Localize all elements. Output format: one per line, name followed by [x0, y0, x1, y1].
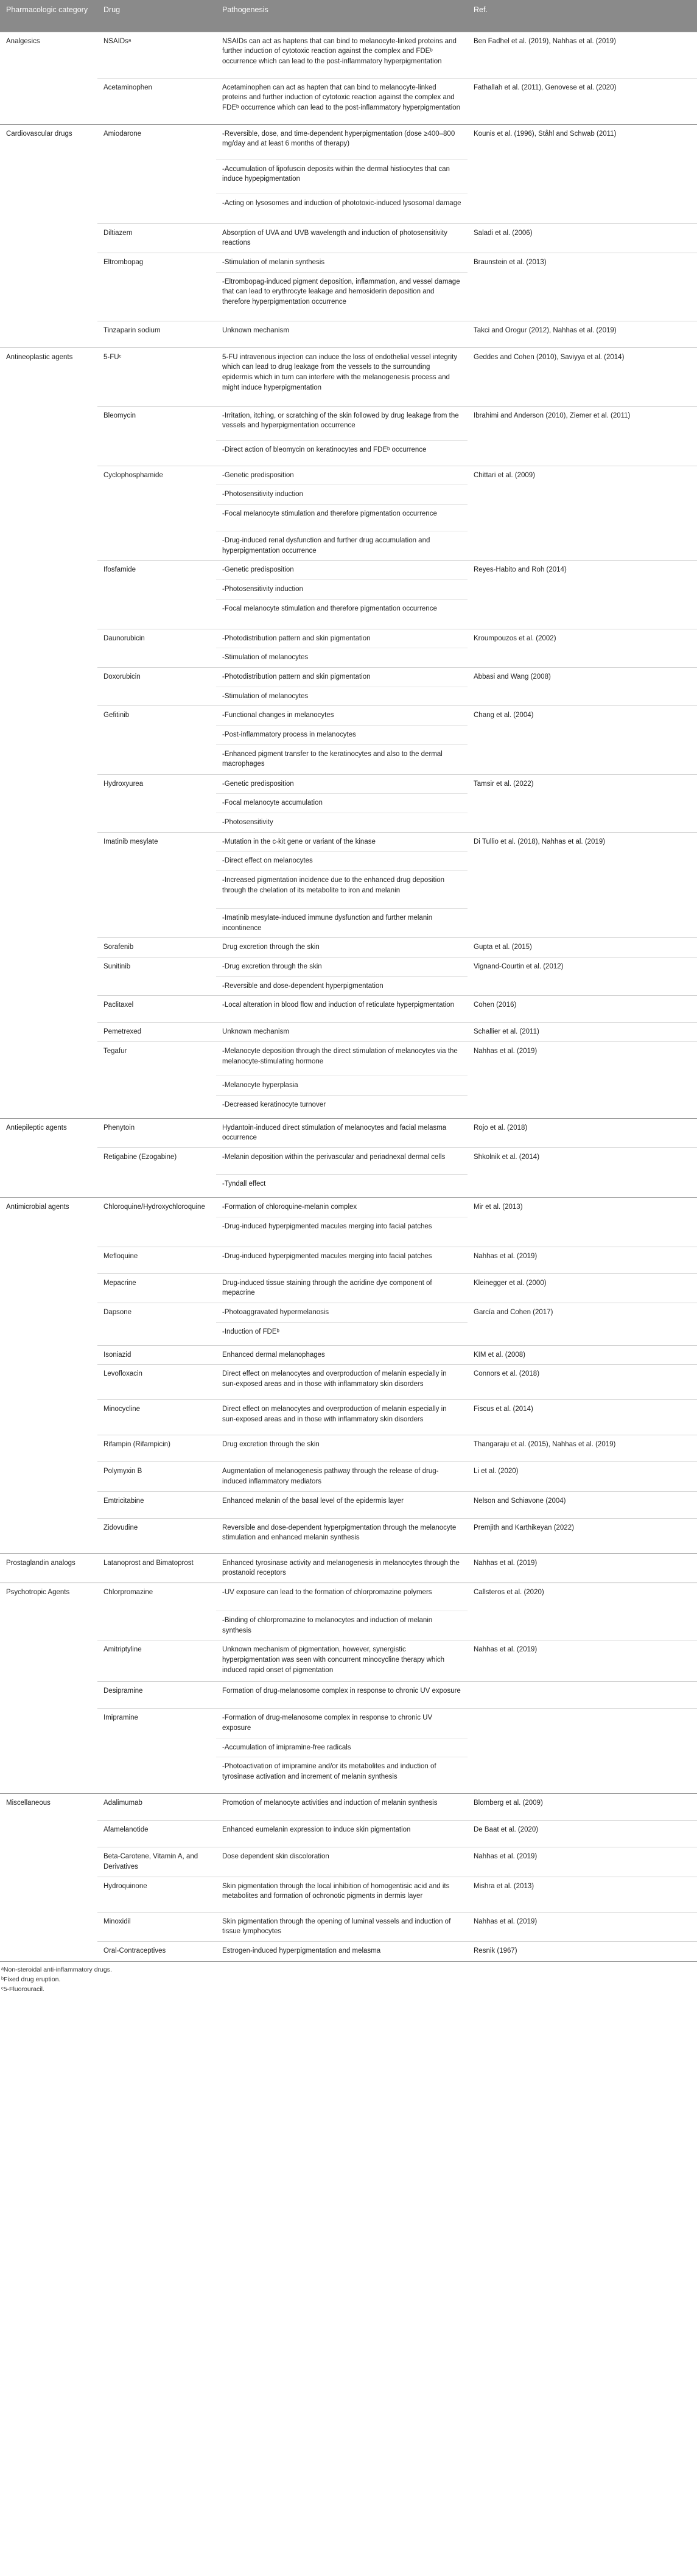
reference-cell: Saladi et al. (2006) — [468, 223, 697, 253]
pathogenesis-cell: -Reversible and dose-dependent hyperpigmentation — [216, 976, 468, 996]
pathogenesis-cell: Reversible and dose-dependent hyperpigmentation through the melanocyte stimulation and enhanced melanin synthesis — [216, 1518, 468, 1553]
pathogenesis-cell: Enhanced melanin of the basal level of the epidermis layer — [216, 1491, 468, 1518]
reference-cell: Abbasi and Wang (2008) — [468, 667, 697, 705]
table-row — [0, 1303, 697, 1323]
pathogenesis-cell: Enhanced eumelanin expression to induce skin pigmentation — [216, 1821, 468, 1847]
reference-cell: Reyes-Habito and Roh (2014) — [468, 561, 697, 629]
reference-cell: Kounis et al. (1996), Ståhl and Schwab (2011) — [468, 124, 697, 223]
pathogenesis-cell: -Decreased keratinocyte turnover — [216, 1095, 468, 1118]
table-row — [0, 996, 697, 1023]
reference-cell: Fathallah et al. (2011), Genovese et al. (2020) — [468, 78, 697, 124]
drug-cell: Doxorubicin — [97, 667, 216, 705]
drug-cell: Acetaminophen — [97, 78, 216, 124]
pathogenesis-cell: -Stimulation of melanocytes — [216, 648, 468, 668]
table-row — [0, 1583, 697, 1611]
pathogenesis-cell: Drug excretion through the skin — [216, 938, 468, 957]
category-cell: Analgesics — [0, 32, 97, 124]
drug-cell: Latanoprost and Bimatoprost — [97, 1553, 216, 1583]
drug-cell: Phenytoin — [97, 1118, 216, 1147]
table-row — [0, 629, 697, 648]
table-row — [0, 466, 697, 485]
pathogenesis-cell: -Melanin deposition within the perivascular and periadnexal dermal cells — [216, 1147, 468, 1174]
pathogenesis-cell: Augmentation of melanogenesis pathway through the release of drug-induced inflammatory mediators — [216, 1462, 468, 1491]
table-row — [0, 1912, 697, 1941]
table-row — [0, 406, 697, 440]
header-category: Pharmacologic category — [0, 0, 97, 32]
pathogenesis-cell: Drug excretion through the skin — [216, 1435, 468, 1462]
pathogenesis-cell: NSAIDs can act as haptens that can bind to melanocyte-linked proteins and further induction of cytotoxic reaction against the complex and FDEᵇ occurrence which can lead to the post-inflammatory hyperpigmentation — [216, 32, 468, 78]
reference-cell: Cohen (2016) — [468, 996, 697, 1023]
drug-cell: Minoxidil — [97, 1912, 216, 1941]
pathogenesis-cell: -Drug excretion through the skin — [216, 957, 468, 976]
table-row — [0, 1462, 697, 1491]
category-cell: Antiepileptic agents — [0, 1118, 97, 1197]
reference-cell: Nahhas et al. (2019) — [468, 1553, 697, 1583]
table-row — [0, 1877, 697, 1912]
pathogenesis-cell: -Stimulation of melanin synthesis — [216, 253, 468, 272]
table-row — [0, 1709, 697, 1738]
table-row — [0, 1023, 697, 1042]
table-row — [0, 1147, 697, 1174]
drug-cell: Mepacrine — [97, 1273, 216, 1303]
pathogenesis-cell: Direct effect on melanocytes and overproduction of melanin especially in sun-exposed areas and in those with inflammatory skin disorders — [216, 1365, 468, 1400]
table-row — [0, 1821, 697, 1847]
reference-cell: Chittari et al. (2009) — [468, 466, 697, 561]
pathogenesis-cell: Hydantoin-induced direct stimulation of melanocytes and facial melasma occurrence — [216, 1118, 468, 1147]
drug-cell: Afamelanotide — [97, 1821, 216, 1847]
category-cell: Miscellaneous — [0, 1794, 97, 1961]
drug-cell: 5-FUᶜ — [97, 348, 216, 406]
drug-cell: Hydroquinone — [97, 1877, 216, 1912]
pathogenesis-cell: Unknown mechanism of pigmentation, however, synergistic hyperpigmentation was seen with concurrent minocycline therapy which induced rapid onset of pigmentation — [216, 1640, 468, 1682]
reference-cell: Schallier et al. (2011) — [468, 1023, 697, 1042]
pathogenesis-cell: Dose dependent skin discoloration — [216, 1847, 468, 1877]
table-row — [0, 706, 697, 726]
pathogenesis-cell: -Enhanced pigment transfer to the keratinocytes and also to the dermal macrophages — [216, 744, 468, 774]
pathogenesis-cell: -Photosensitivity — [216, 813, 468, 832]
category-cell: Prostaglandin analogs — [0, 1553, 97, 1583]
pathogenesis-cell: Direct effect on melanocytes and overproduction of melanin especially in sun-exposed areas and in those with inflammatory skin disorders — [216, 1400, 468, 1435]
header-pathogenesis: Pathogenesis — [216, 0, 468, 32]
reference-cell: Geddes and Cohen (2010), Saviyya et al. (2014) — [468, 348, 697, 406]
table-row — [0, 1197, 697, 1217]
drug-cell: Polymyxin B — [97, 1462, 216, 1491]
pathogenesis-cell: -Post-inflammatory process in melanocytes — [216, 725, 468, 744]
table-footnotes — [0, 1961, 697, 1995]
header-drug: Drug — [97, 0, 216, 32]
drug-cell: Tegafur — [97, 1041, 216, 1118]
table-row — [0, 32, 697, 78]
table-row — [0, 832, 697, 852]
drug-cell: Amiodarone — [97, 124, 216, 223]
drug-cell: Emtricitabine — [97, 1491, 216, 1518]
drug-cell: Amitriptyline — [97, 1640, 216, 1682]
reference-cell: Nahhas et al. (2019) — [468, 1041, 697, 1118]
table-row — [0, 1682, 697, 1709]
pathogenesis-cell: Acetaminophen can act as hapten that can bind to melanocyte-linked proteins and further induction of cytotoxic reaction against the complex and FDEᵇ occurrence which can lead to the post-inflammatory hyperpigmentation — [216, 78, 468, 124]
pathogenesis-cell: -Photosensitivity induction — [216, 485, 468, 505]
pathogenesis-cell: -Direct action of bleomycin on keratinocytes and FDEᵇ occurrence — [216, 440, 468, 466]
pathogenesis-cell: -Functional changes in melanocytes — [216, 706, 468, 726]
reference-cell: Nahhas et al. (2019) — [468, 1247, 697, 1273]
drug-cell: Rifampin (Rifampicin) — [97, 1435, 216, 1462]
table-row — [0, 1491, 697, 1518]
reference-cell: Resnik (1967) — [468, 1942, 697, 1961]
drug-cell: NSAIDsᵃ — [97, 32, 216, 78]
pathogenesis-cell: Absorption of UVA and UVB wavelength and induction of photosensitivity reactions — [216, 223, 468, 253]
pathogenesis-cell: 5-FU intravenous injection can induce the loss of endothelial vessel integrity which can lead to drug leakage from the vessels to the surrounding epidermis which in turn can interfere with the melanogenesis process and might induce hyperpigmentation — [216, 348, 468, 406]
table-row — [0, 667, 697, 687]
reference-cell: KIM et al. (2008) — [468, 1345, 697, 1365]
category-cell: Antimicrobial agents — [0, 1197, 97, 1553]
header-ref: Ref. — [468, 0, 697, 32]
table-row — [0, 938, 697, 957]
pathogenesis-cell: Enhanced dermal melanophages — [216, 1345, 468, 1365]
reference-cell: Connors et al. (2018) — [468, 1365, 697, 1400]
pathogenesis-cell: -Photosensitivity induction — [216, 579, 468, 599]
pathogenesis-cell: Skin pigmentation through the local inhibition of homogentisic acid and its metabolites and formation of ochronotic pigments in dermis layer — [216, 1877, 468, 1912]
drug-cell: Beta-Carotene, Vitamin A, and Derivatives — [97, 1847, 216, 1877]
reference-cell: Ibrahimi and Anderson (2010), Ziemer et al. (2011) — [468, 406, 697, 466]
drug-cell: Daunorubicin — [97, 629, 216, 667]
drug-cell: Ifosfamide — [97, 561, 216, 629]
table-row — [0, 561, 697, 580]
reference-cell: Rojo et al. (2018) — [468, 1118, 697, 1147]
pathogenesis-cell: -Tyndall effect — [216, 1174, 468, 1197]
reference-cell — [468, 1709, 697, 1794]
pathogenesis-cell: -Increased pigmentation incidence due to the enhanced drug deposition through the chelation of its metabolite to iron and melanin — [216, 870, 468, 908]
pathogenesis-cell: -Drug-induced renal dysfunction and further drug accumulation and hyperpigmentation occurrence — [216, 531, 468, 560]
table-row — [0, 774, 697, 794]
drug-cell: Oral-Contraceptives — [97, 1942, 216, 1961]
footnote-5fu: ᶜ5-Fluorouracil. — [1, 1985, 44, 1993]
reference-cell: Fiscus et al. (2014) — [468, 1400, 697, 1435]
reference-cell: Nelson and Schiavone (2004) — [468, 1491, 697, 1518]
pathogenesis-cell: -Direct effect on melanocytes — [216, 852, 468, 871]
drug-cell: Pemetrexed — [97, 1023, 216, 1042]
table-row — [0, 1118, 697, 1147]
reference-cell: Vignand-Courtin et al. (2012) — [468, 957, 697, 995]
pathogenesis-cell: -Genetic predisposition — [216, 774, 468, 794]
drug-cell: Desipramine — [97, 1682, 216, 1709]
table-row — [0, 957, 697, 976]
drug-cell: Chloroquine/Hydroxychloroquine — [97, 1197, 216, 1247]
reference-cell: Shkolnik et al. (2014) — [468, 1147, 697, 1197]
reference-cell: Mishra et al. (2013) — [468, 1877, 697, 1912]
table-row — [0, 78, 697, 124]
drug-cell: Gefitinib — [97, 706, 216, 774]
reference-cell: Tamsir et al. (2022) — [468, 774, 697, 832]
table-row — [0, 321, 697, 348]
table-body — [0, 32, 697, 1961]
pathogenesis-cell: -Photodistribution pattern and skin pigmentation — [216, 667, 468, 687]
table-row — [0, 223, 697, 253]
drug-cell: Tinzaparin sodium — [97, 321, 216, 348]
drug-cell: Hydroxyurea — [97, 774, 216, 832]
pathogenesis-cell: -Accumulation of imipramine-free radicals — [216, 1738, 468, 1757]
pathogenesis-cell: -Melanocyte deposition through the direct stimulation of melanocytes via the melanocyte-stimulating hormone — [216, 1041, 468, 1076]
reference-cell: Callsteros et al. (2020) — [468, 1583, 697, 1640]
drug-cell: Sunitinib — [97, 957, 216, 995]
reference-cell: Ben Fadhel et al. (2019), Nahhas et al. (2019) — [468, 32, 697, 78]
pathogenesis-cell: Estrogen-induced hyperpigmentation and melasma — [216, 1942, 468, 1961]
drug-cell: Dapsone — [97, 1303, 216, 1346]
table-row — [0, 1041, 697, 1076]
footnote-fde: ᵇFixed drug eruption. — [1, 1975, 61, 1983]
drug-cell: Eltrombopag — [97, 253, 216, 321]
pathogenesis-cell: -Genetic predisposition — [216, 561, 468, 580]
pathogenesis-cell: -Drug-induced hyperpigmented macules merging into facial patches — [216, 1247, 468, 1273]
reference-cell: Li et al. (2020) — [468, 1462, 697, 1491]
pathogenesis-cell: -Photodistribution pattern and skin pigmentation — [216, 629, 468, 648]
pathogenesis-cell: Drug-induced tissue staining through the acridine dye component of mepacrine — [216, 1273, 468, 1303]
table-row — [0, 1345, 697, 1365]
table-row — [0, 1435, 697, 1462]
drug-cell: Paclitaxel — [97, 996, 216, 1023]
drug-cell: Diltiazem — [97, 223, 216, 253]
reference-cell: Nahhas et al. (2019) — [468, 1640, 697, 1682]
table-row — [0, 348, 697, 406]
reference-cell: Premjith and Karthikeyan (2022) — [468, 1518, 697, 1553]
pathogenesis-cell: -UV exposure can lead to the formation of chlorpromazine polymers — [216, 1583, 468, 1611]
pathogenesis-cell: -Melanocyte hyperplasia — [216, 1076, 468, 1095]
table-row — [0, 1794, 697, 1821]
table-row — [0, 253, 697, 272]
reference-cell — [468, 1682, 697, 1709]
pathogenesis-cell: -Binding of chlorpromazine to melanocytes and induction of melanin synthesis — [216, 1611, 468, 1640]
pathogenesis-cell: Unknown mechanism — [216, 1023, 468, 1042]
reference-cell: Thangaraju et al. (2015), Nahhas et al. (2019) — [468, 1435, 697, 1462]
reference-cell: Mir et al. (2013) — [468, 1197, 697, 1247]
table-row — [0, 1640, 697, 1682]
drug-cell: Retigabine (Ezogabine) — [97, 1147, 216, 1197]
pathogenesis-cell: -Drug-induced hyperpigmented macules merging into facial patches — [216, 1217, 468, 1247]
pathogenesis-cell: -Imatinib mesylate-induced immune dysfunction and further melanin incontinence — [216, 908, 468, 937]
reference-cell: Di Tullio et al. (2018), Nahhas et al. (2019) — [468, 832, 697, 938]
pathogenesis-cell: -Focal melanocyte stimulation and therefore pigmentation occurrence — [216, 599, 468, 629]
reference-cell: Kleinegger et al. (2000) — [468, 1273, 697, 1303]
reference-cell: De Baat et al. (2020) — [468, 1821, 697, 1847]
drug-cell: Sorafenib — [97, 938, 216, 957]
table-header-row — [0, 0, 697, 32]
pathogenesis-cell: -Formation of drug-melanosome complex in response to chronic UV exposure — [216, 1709, 468, 1738]
table-row — [0, 1400, 697, 1435]
reference-cell: Nahhas et al. (2019) — [468, 1912, 697, 1941]
table-row — [0, 1273, 697, 1303]
reference-cell: Gupta et al. (2015) — [468, 938, 697, 957]
reference-cell: Kroumpouzos et al. (2002) — [468, 629, 697, 667]
reference-cell: Braunstein et al. (2013) — [468, 253, 697, 321]
drug-cell: Chlorpromazine — [97, 1583, 216, 1640]
table-row — [0, 1847, 697, 1877]
category-cell: Cardiovascular drugs — [0, 124, 97, 348]
drug-cell: Imipramine — [97, 1709, 216, 1794]
table-row — [0, 1942, 697, 1961]
pathogenesis-cell: -Accumulation of lipofuscin deposits within the dermal histiocytes that can induce hypepigmentation — [216, 159, 468, 194]
pathogenesis-cell: -Focal melanocyte stimulation and therefore pigmentation occurrence — [216, 504, 468, 531]
pathogenesis-cell: -Eltrombopag-induced pigment deposition, inflammation, and vessel damage that can lead to erythrocyte leakage and hemosiderin deposition and therefore hyperpigmentation occurrence — [216, 272, 468, 321]
pathogenesis-cell: -Genetic predisposition — [216, 466, 468, 485]
pathogenesis-cell: -Induction of FDEᵇ — [216, 1322, 468, 1345]
pathogenesis-cell: Enhanced tyrosinase activity and melanogenesis in melanocytes through the prostanoid receptors — [216, 1553, 468, 1583]
pathogenesis-cell: Promotion of melanocyte activities and induction of melanin synthesis — [216, 1794, 468, 1821]
pathogenesis-cell: Skin pigmentation through the opening of luminal vessels and induction of tissue lymphocytes — [216, 1912, 468, 1941]
table-row — [0, 1365, 697, 1400]
pathogenesis-cell: -Irritation, itching, or scratching of the skin followed by drug leakage from the vessels and hyperpigmentation occurrence — [216, 406, 468, 440]
category-cell: Psychotropic Agents — [0, 1583, 97, 1794]
reference-cell: Takci and Orogur (2012), Nahhas et al. (2019) — [468, 321, 697, 348]
drug-cell: Zidovudine — [97, 1518, 216, 1553]
category-cell: Antineoplastic agents — [0, 348, 97, 1118]
drug-cell: Cyclophosphamide — [97, 466, 216, 561]
drug-cell: Isoniazid — [97, 1345, 216, 1365]
drug-cell: Adalimumab — [97, 1794, 216, 1821]
pathogenesis-cell: Unknown mechanism — [216, 321, 468, 348]
reference-cell: Chang et al. (2004) — [468, 706, 697, 774]
table-row — [0, 1518, 697, 1553]
drug-cell: Imatinib mesylate — [97, 832, 216, 938]
reference-cell: Blomberg et al. (2009) — [468, 1794, 697, 1821]
table-row — [0, 124, 697, 159]
footnote-nsaids: ᵃNon-steroidal anti-inflammatory drugs. — [1, 1965, 112, 1973]
pathogenesis-cell: -Reversible, dose, and time-dependent hyperpigmentation (dose ≥400–800 mg/day and at least 6 months of therapy) — [216, 124, 468, 159]
drug-cell: Levofloxacin — [97, 1365, 216, 1400]
pathogenesis-cell: -Photoactivation of imipramine and/or its metabolites and induction of tyrosinase activation and increment of melanin synthesis — [216, 1757, 468, 1794]
pathogenesis-cell: -Focal melanocyte accumulation — [216, 794, 468, 813]
pathogenesis-cell: -Mutation in the c-kit gene or variant of the kinase — [216, 832, 468, 852]
drug-cell: Mefloquine — [97, 1247, 216, 1273]
drug-cell: Bleomycin — [97, 406, 216, 466]
reference-cell: Nahhas et al. (2019) — [468, 1847, 697, 1877]
pathogenesis-cell: -Acting on lysosomes and induction of phototoxic-induced lysosomal damage — [216, 194, 468, 223]
pathogenesis-cell: -Formation of chloroquine-melanin complex — [216, 1197, 468, 1217]
table-row — [0, 1553, 697, 1583]
reference-cell: García and Cohen (2017) — [468, 1303, 697, 1346]
pathogenesis-cell: -Local alteration in blood flow and induction of reticulate hyperpigmentation — [216, 996, 468, 1023]
drug-cell: Minocycline — [97, 1400, 216, 1435]
table-row — [0, 1247, 697, 1273]
pathogenesis-cell: -Photoaggravated hypermelanosis — [216, 1303, 468, 1323]
pathogenesis-cell: Formation of drug-melanosome complex in response to chronic UV exposure — [216, 1682, 468, 1709]
pathogenesis-cell: -Stimulation of melanocytes — [216, 687, 468, 706]
